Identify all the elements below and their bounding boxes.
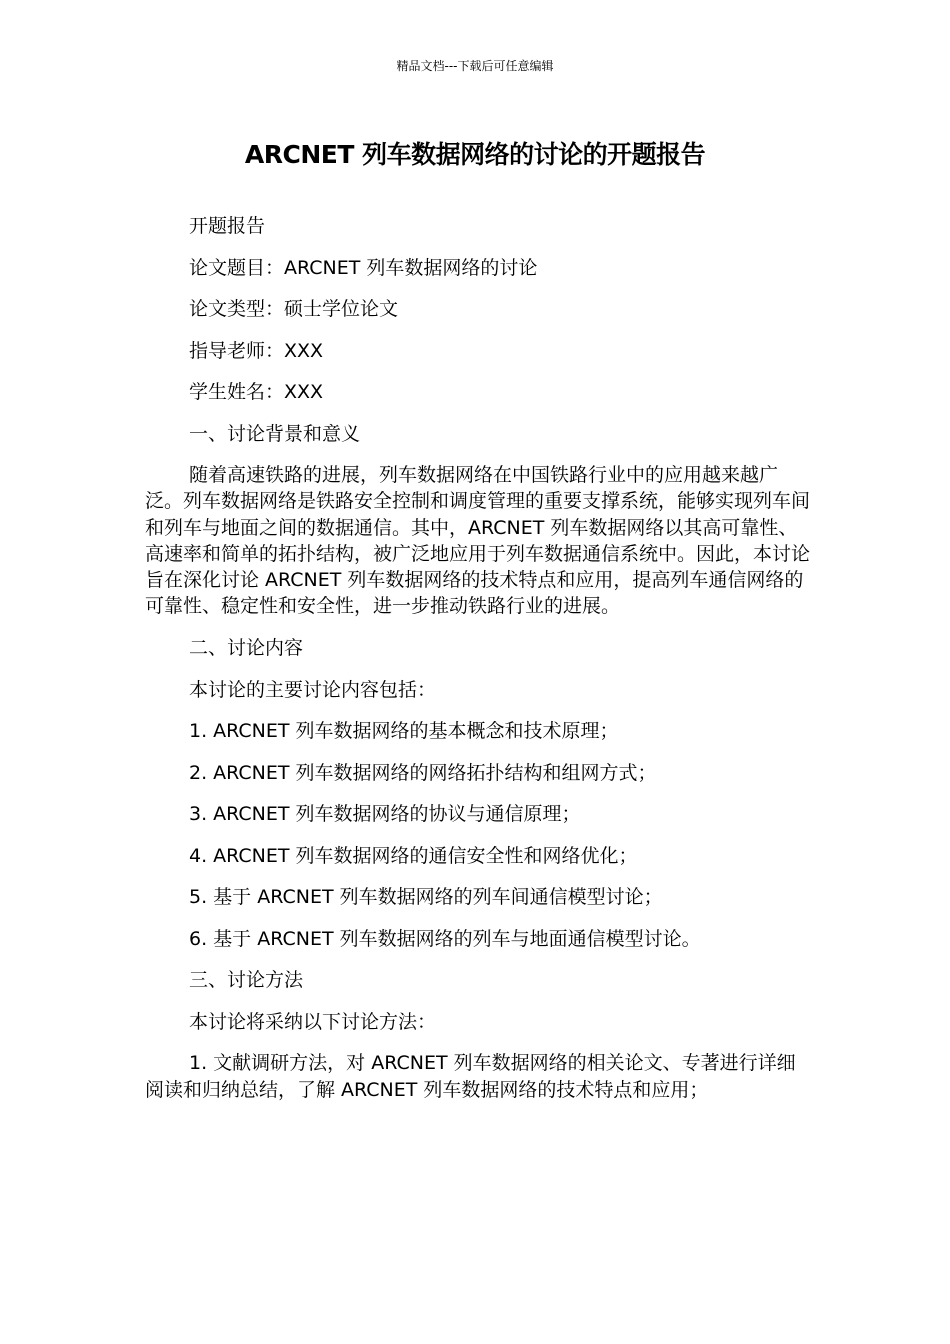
- paragraph-report-label: 开题报告: [189, 215, 266, 237]
- paragraph-thesis-type: 论文类型：硕士学位论文: [189, 298, 399, 320]
- paragraph-advisor: 指导老师：XXX: [189, 339, 324, 362]
- paragraph-background: 随着高速铁路的进展，列车数据网络在中国铁路行业中的应用越来越广泛。列车数据网络是铁路安全控制和调度管理的重要支撑系统，能够实现列车间和列车与地面之间的数据通信。其中，ARCNET 列车数据网络以其高可靠性、高速率和简单的拓扑结构，被广泛地应用于列车数据通信系统中。因此，本讨论旨在深化讨论 ARCNET 列车数据网络的技术特点和应用，提高列车通信网络的可靠性、稳定性和安全性，进一步推动铁路行业的进展。: [145, 464, 811, 618]
- list-item-content-5: 5. 基于 ARCNET 列车数据网络的列车间通信模型讨论；: [189, 886, 663, 909]
- paragraph-method-intro: 本讨论将采纳以下讨论方法：: [189, 1010, 437, 1033]
- document-title: ARCNET 列车数据网络的讨论的开题报告: [244, 140, 706, 169]
- paragraph-student: 学生姓名：XXX: [189, 381, 324, 403]
- list-item-content-4: 4. ARCNET 列车数据网络的通信安全性和网络优化；: [189, 844, 638, 867]
- list-item-method-1: 1. 文献调研方法，对 ARCNET 列车数据网络的相关论文、专著进行详细阅读和归纳总结，了解 ARCNET 列车数据网络的技术特点和应用；: [145, 1052, 796, 1101]
- list-item-content-2: 2. ARCNET 列车数据网络的网络拓扑结构和组网方式；: [189, 761, 657, 784]
- page-header-note: 精品文档---下载后可任意编辑: [396, 59, 554, 73]
- list-item-content-6: 6. 基于 ARCNET 列车数据网络的列车与地面通信模型讨论。: [189, 927, 701, 950]
- section-heading-background: 一、讨论背景和意义: [189, 422, 361, 445]
- paragraph-thesis-title: 论文题目：ARCNET 列车数据网络的讨论: [189, 256, 538, 279]
- section-heading-content: 二、讨论内容: [189, 637, 304, 660]
- list-item-content-3: 3. ARCNET 列车数据网络的协议与通信原理；: [189, 803, 581, 826]
- document-body: [145, 213, 810, 1118]
- section-heading-method: 三、讨论方法: [189, 969, 304, 992]
- list-item-content-1: 1. ARCNET 列车数据网络的基本概念和技术原理；: [189, 720, 619, 743]
- paragraph-content-intro: 本讨论的主要讨论内容包括：: [189, 678, 437, 701]
